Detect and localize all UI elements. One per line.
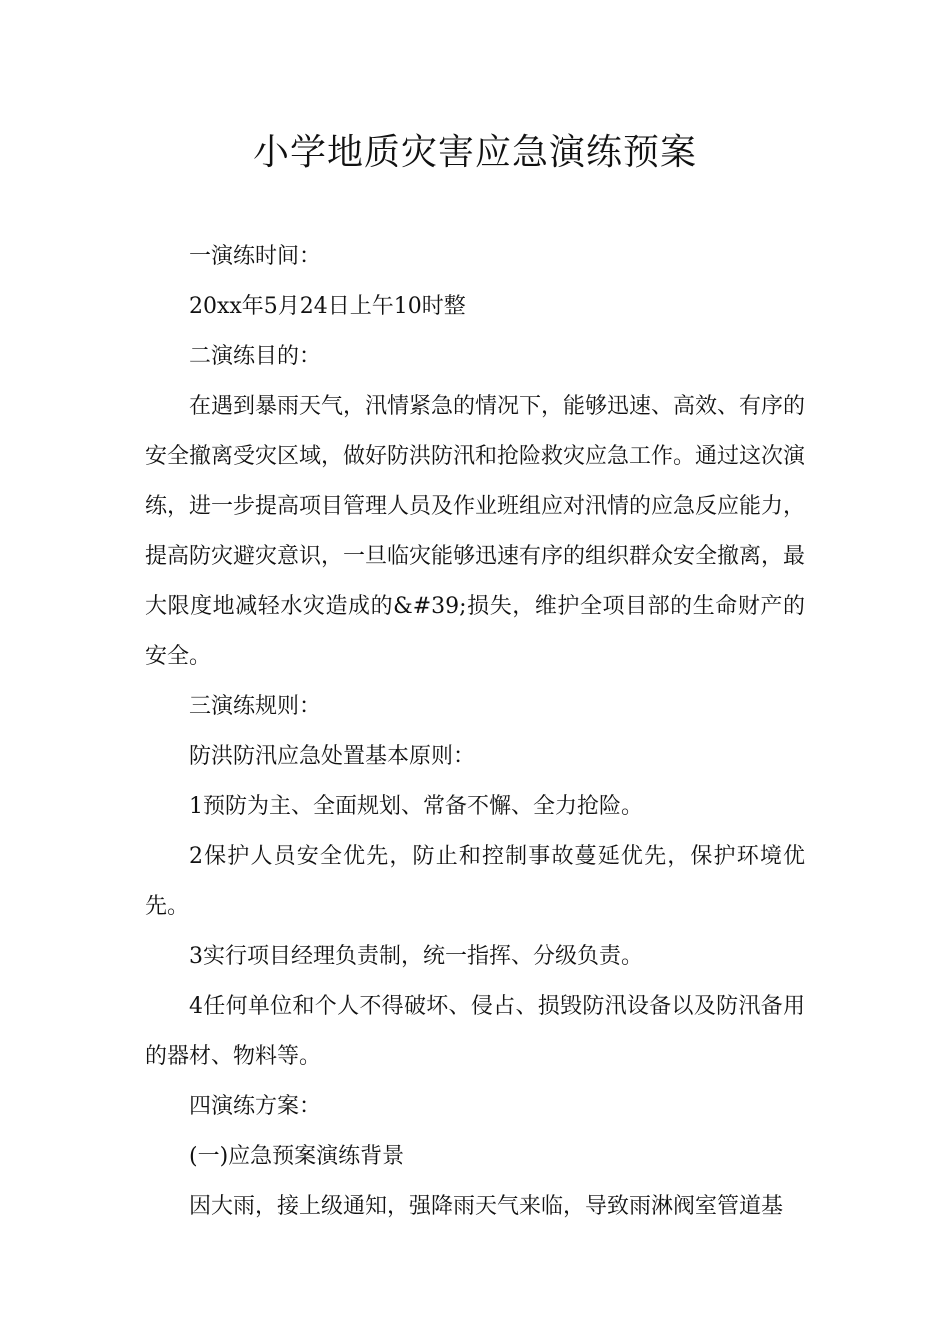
paragraph-plan-background: 因大雨，接上级通知，强降雨天气来临，导致雨淋阀室管道基	[189, 1194, 784, 1219]
paragraph-drill-time: 20xx年5月24日上午10时整	[189, 294, 466, 319]
paragraph-drill-rules-heading: 三演练规则：	[189, 694, 322, 719]
paragraph-drill-purpose: 在遇到暴雨天气，汛情紧急的情况下，能够迅速、高效、有序的安全撤离受灾区域，做好防洪防汛和抢险救灾应急工作。通过这次演练，进一步提高项目管理人员及作业班组应对汛情的应急反应能力，提高防灾避灾意识，一旦临灾能够迅速有序的组织群众安全撤离，最大限度地减轻水灾造成的&#39;损失，维护全项目部的生命财产的安全。	[145, 394, 806, 669]
paragraph-drill-purpose-heading: 二演练目的：	[189, 344, 322, 369]
paragraph-basic-principles: 防洪防汛应急处置基本原则：	[189, 744, 476, 769]
paragraph-rule-1: 1预防为主、全面规划、常备不懈、全力抢险。	[189, 794, 643, 819]
paragraph-plan-background-heading: (一)应急预案演练背景	[189, 1144, 405, 1169]
document-body	[145, 232, 805, 1232]
paragraph-rule-4: 4任何单位和个人不得破坏、侵占、损毁防汛设备以及防汛备用的器材、物料等。	[145, 994, 805, 1069]
paragraph-rule-3: 3实行项目经理负责制，统一指挥、分级负责。	[189, 944, 643, 969]
paragraph-rule-2: 2保护人员安全优先，防止和控制事故蔓延优先，保护环境优先。	[145, 844, 805, 919]
paragraph-drill-plan-heading: 四演练方案：	[189, 1094, 322, 1119]
paragraph-drill-time-heading: 一演练时间：	[189, 244, 322, 269]
document-title: 小学地质灾害应急演练预案	[252, 132, 697, 173]
